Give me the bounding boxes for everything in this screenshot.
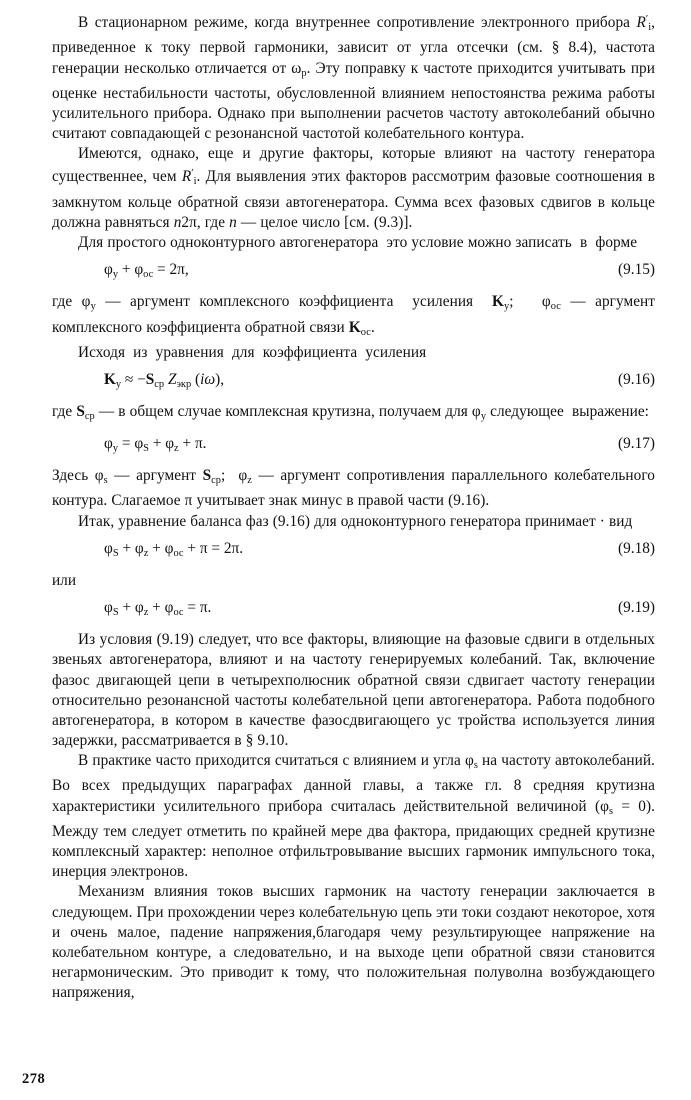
paragraph-6: где $S_{ср}$ — в общем случае комплексная крутизна, получаем для $\varphi_у$ следующее выражение: [52,402,649,422]
connector-word-or: или [52,571,77,589]
formula-9-15 [52,260,655,285]
formula-9-19-expression: $\varphi_S + \varphi_z + \varphi_{ос} = \pi$. [104,599,212,618]
formula-9-17 [52,434,655,459]
paragraph-8: Итак, уравнение баланса фаз (9.16) для одноконтурного генератора принимает · вид [78,512,633,530]
paragraph-10: Из условия (9.19) следует, что все факторы, влияющие на фазовые сдвиги в отдельных звеньях автогенератора, влияют и на частоту генерируемых колебаний. Так, включение фазос двигающей цепи в четырехполюсник обратной связи сдвигает частоту генерации относительно резонансной частоты колебательной цепи автогенератора. Работа подобного автогенератора, в котором в качестве фазосдвигающего ус тройства используется линия задержки, рассматривается в § 9.10. [52,631,655,750]
paragraph-1: В стационарном режиме, когда внутреннее сопротивление электронного прибора $R'_i$, приведенное к току первой гармоники, зависит от угла отсечки (см. § 8.4), частота генерации несколько отличается от $\omega_p$. Эту поправку к частоте приходится учитывать при оценке нестабильности частоты, обусловленной влиянием непостоянства режима работы усилительного прибора. Однако при выполнении расчетов частоту автоколебаний обычно считают совпадающей с резонансной частотой колебательного контура. [52,14,655,143]
formula-9-16 [52,370,655,395]
paragraph-4: где $\varphi_у$ — аргумент комплексного коэффициента усиления $K_у$; $\varphi_{ос}$ — аргумент комплексного коэффициента обратной связи $K_{ос}$. [52,293,656,338]
formula-9-15-number: (9.15) [618,261,655,279]
formula-9-18-expression: $\varphi_S + \varphi_z + \varphi_{ос} + \pi = 2\pi$. [104,539,244,559]
page-number: 278 [22,1071,46,1087]
paragraph-5: Исходя из уравнения для коэффициента усиления [78,343,427,361]
formula-9-17-expression: $\varphi_у = \varphi_S + \varphi_z + \pi$. [104,435,207,454]
formula-9-16-number: (9.16) [618,370,655,388]
formula-9-17-number: (9.17) [618,435,655,453]
formula-9-16-expression: $K_у \approx -S_{ср}$ $Z_{экр}$ (iω), [104,370,225,390]
formula-9-15-expression: $\varphi_у + \varphi_{ос} = 2\pi$, [104,261,189,281]
formula-9-18-number: (9.18) [618,539,655,557]
paragraph-7: Здесь $\varphi_s$ — аргумент $S_{ср}$; $\varphi_z$ — аргумент сопротивления параллельного колебательного контура. Слагаемое π учитывает знак минус в правой части (9.16). [52,467,655,510]
formula-9-18 [52,539,655,564]
paragraph-11: В практике часто приходится считаться с влиянием и угла $\varphi_s$ на частоту автоколебаний. Во всех предыдущих параграфах данной главы, а также гл. 8 средняя крутизна характеристики усилительного прибора считалась действительной величиной $(\varphi_s = 0)$. Между тем следует отметить по крайней мере два фактора, придающих средней крутизне комплексный характер: неполное отфильтровывание высших гармоник импульсного тока, инерция электронов. [52,752,655,881]
paragraph-12: Механизм влияния токов высших гармоник на частоту генерации заключается в следующем. При прохождении через колебательную цепь эти токи создают некоторое, хотя и очень малое, падение напряжения,благодаря чему результирующее напряжение на колебательном контуре, а следовательно, и на выходе цепи обратной связи становится негармоническим. Это приводит к тому, что положительная полуволна возбуждающего напряжения, [52,883,655,1002]
formula-9-19 [52,598,655,623]
formula-9-19-number: (9.19) [618,599,655,617]
paragraph-3: Для простого одноконтурного автогенератора это условие можно записать в форме [78,234,638,252]
paragraph-2: Имеются, однако, еще и другие факторы, которые влияют на частоту генератора существеннее, чем $R'_i$. Для выявления этих факторов рассмотрим фазовые соотношения в замкнутом кольце обратной связи автогенератора. Сумма всех фазовых сдвигов в кольце должна равняться n2π, где n — целое число [см. (9.3)]. [52,145,655,231]
